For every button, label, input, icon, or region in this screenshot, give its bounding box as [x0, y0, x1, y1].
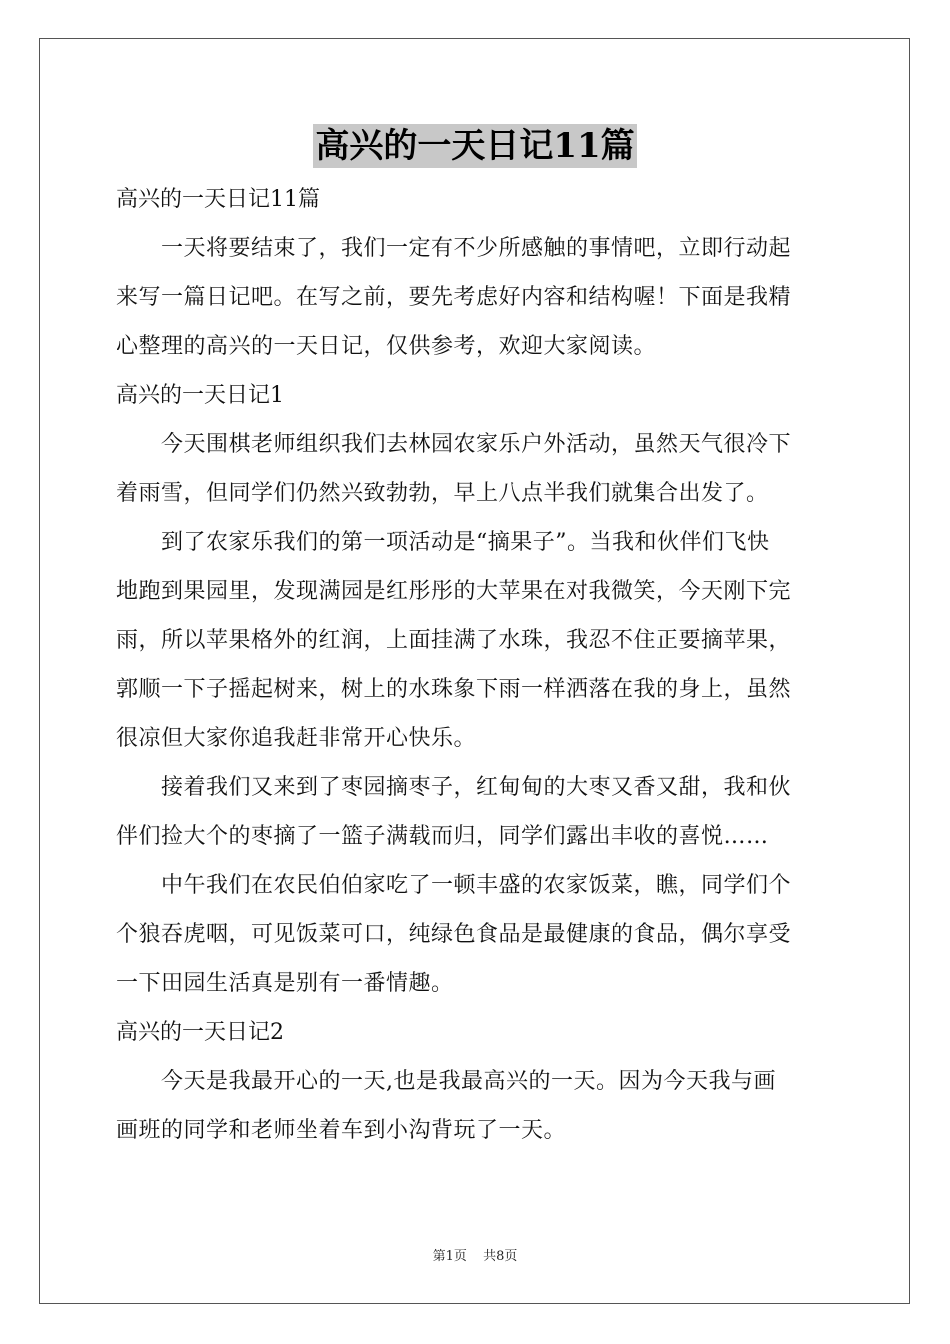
paragraph-line: 着雨雪，但同学们仍然兴致勃勃，早上八点半我们就集合出发了。 [116, 481, 769, 506]
paragraph-line: 个狼吞虎咽，可见饭菜可口，纯绿色食品是最健康的食品，偶尔享受 [116, 922, 792, 947]
document-title: 高兴的一天日记11篇 [315, 126, 635, 166]
page-footer [0, 1248, 950, 1266]
paragraph-line: 来写一篇日记吧。在写之前，要先考虑好内容和结构喔！下面是我精 [116, 285, 792, 310]
subtitle-line: 高兴的一天日记11篇 [116, 187, 320, 212]
paragraph-line: 心整理的高兴的一天日记，仅供参考，欢迎大家阅读。 [116, 334, 657, 359]
page-total: 共8页 [483, 1249, 518, 1264]
paragraph-line: 中午我们在农民伯伯家吃了一顿丰盛的农家饭菜，瞧，同学们个 [116, 873, 792, 898]
title-container [0, 124, 950, 168]
section-heading-2: 高兴的一天日记2 [116, 1020, 284, 1045]
paragraph-line: 接着我们又来到了枣园摘枣子，红甸甸的大枣又香又甜，我和伙 [116, 775, 792, 800]
paragraph-line: 今天围棋老师组织我们去林园农家乐户外活动，虽然天气很冷下 [116, 432, 792, 457]
paragraph-line: 地跑到果园里，发现满园是红彤彤的大苹果在对我微笑，今天刚下完 [116, 579, 792, 604]
paragraph-line: 郭顺一下子摇起树来，树上的水珠象下雨一样洒落在我的身上，虽然 [116, 677, 792, 702]
paragraph-line: 一天将要结束了，我们一定有不少所感触的事情吧，立即行动起 [116, 236, 792, 261]
page-number: 第1页 [432, 1249, 467, 1264]
paragraph-line: 画班的同学和老师坐着车到小沟背玩了一天。 [116, 1118, 567, 1143]
paragraph-line: 今天是我最开心的一天,也是我最高兴的一天。因为今天我与画 [116, 1069, 776, 1094]
paragraph-line: 到了农家乐我们的第一项活动是“摘果子”。当我和伙伴们飞快 [116, 530, 770, 555]
section-heading-1: 高兴的一天日记1 [116, 383, 284, 408]
paragraph-line: 一下田园生活真是别有一番情趣。 [116, 971, 454, 996]
paragraph-line: 雨，所以苹果格外的红润，上面挂满了水珠，我忍不住正要摘苹果， [116, 628, 792, 653]
document-body [116, 175, 836, 1155]
paragraph-line: 伴们捡大个的枣摘了一篮子满载而归，同学们露出丰收的喜悦…… [116, 824, 769, 849]
paragraph-line: 很凉但大家你追我赶非常开心快乐。 [116, 726, 477, 751]
